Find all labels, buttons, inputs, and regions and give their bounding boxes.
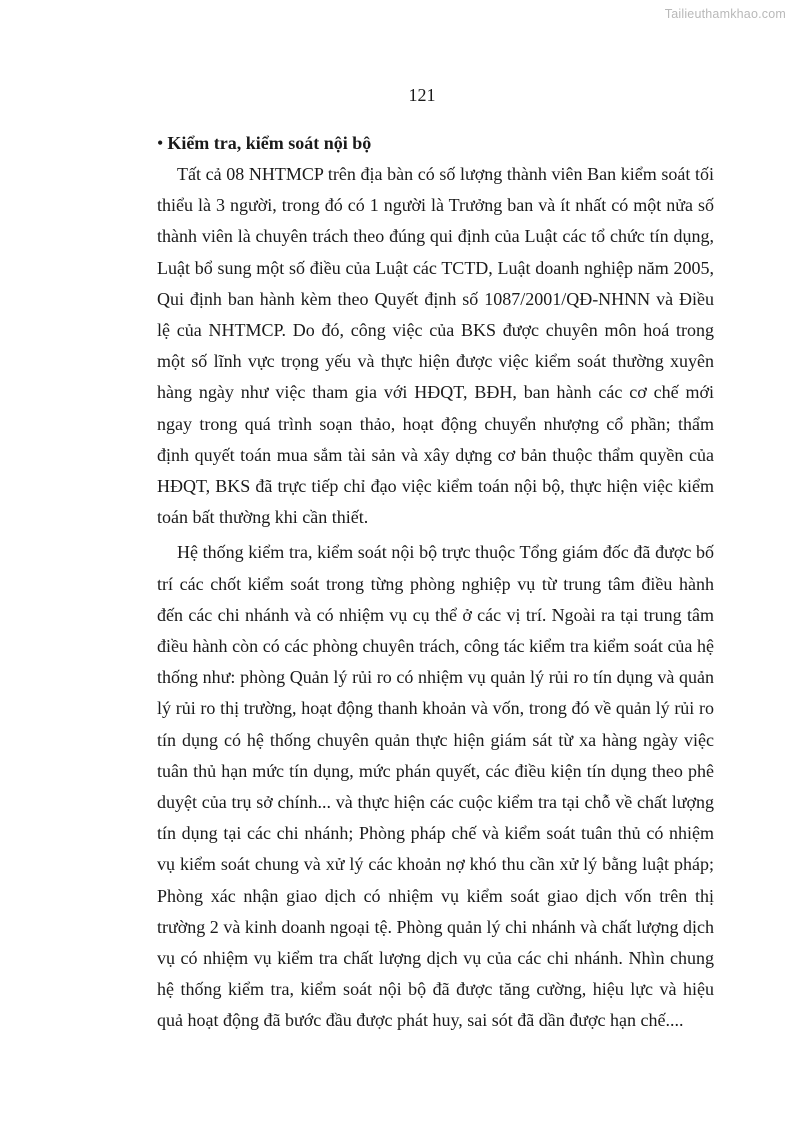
page-number: 121 xyxy=(408,85,436,105)
document-body xyxy=(157,128,714,1037)
section-heading xyxy=(157,128,714,159)
site-watermark: Tailieuthamkhao.com xyxy=(664,7,786,21)
section-heading-text: Kiểm tra, kiểm soát nội bộ xyxy=(167,133,372,153)
bullet-icon: • xyxy=(157,133,164,153)
paragraph-board-of-supervisors: Tất cả 08 NHTMCP trên địa bàn có số lượng thành viên Ban kiểm soát tối thiểu là 3 người, trong đó có 1 người là Trưởng ban và ít nhất có một nửa số thành viên là chuyên trách theo đúng qui định của Luật các tổ chức tín dụng, Luật bổ sung một số điều của Luật các TCTD, Luật doanh nghiệp năm 2005, Qui định ban hành kèm theo Quyết định số 1087/2001/QĐ-NHNN và Điều lệ của NHTMCP. Do đó, công việc của BKS được chuyên môn hoá trong một số lĩnh vực trọng yếu và thực hiện được việc kiểm soát thường xuyên hàng ngày như việc tham gia với HĐQT, BĐH, ban hành các cơ chế mới ngay trong quá trình soạn thảo, hoạt động chuyển nhượng cổ phần; thẩm định quyết toán mua sắm tài sản và xây dựng cơ bản thuộc thẩm quyền của HĐQT, BKS đã trực tiếp chỉ đạo việc kiểm toán nội bộ, thực hiện việc kiểm toán bất thường khi cần thiết. xyxy=(157,164,714,528)
paragraph-internal-control-system: Hệ thống kiểm tra, kiểm soát nội bộ trực thuộc Tổng giám đốc đã được bố trí các chốt kiểm soát trong từng phòng nghiệp vụ từ trung tâm điều hành đến các chi nhánh và có nhiệm vụ cụ thể ở các vị trí. Ngoài ra tại trung tâm điều hành còn có các phòng chuyên trách, công tác kiểm tra kiểm soát của hệ thống như: phòng Quản lý rủi ro có nhiệm vụ quản lý rủi ro tín dụng và quản lý rủi ro thị trường, hoạt động thanh khoản và vốn, trong đó về quản lý rủi ro tín dụng có hệ thống chuyên quản thực hiện giám sát từ xa hàng ngày việc tuân thủ hạn mức tín dụng, mức phán quyết, các điều kiện tín dụng theo phê duyệt của trụ sở chính... và thực hiện các cuộc kiểm tra tại chỗ về chất lượng tín dụng tại các chi nhánh; Phòng pháp chế và kiểm soát tuân thủ có nhiệm vụ kiểm soát chung và xử lý các khoản nợ khó thu cần xử lý bằng luật pháp; Phòng xác nhận giao dịch có nhiệm vụ kiểm soát giao dịch vốn trên thị trường 2 và kinh doanh ngoại tệ. Phòng quản lý chi nhánh và chất lượng dịch vụ có nhiệm vụ kiểm tra chất lượng dịch vụ của các chi nhánh. Nhìn chung hệ thống kiểm tra, kiểm soát nội bộ đã được tăng cường, hiệu lực và hiệu quả hoạt động đã bước đầu được phát huy, sai sót đã dần được hạn chế.... xyxy=(157,542,714,1031)
